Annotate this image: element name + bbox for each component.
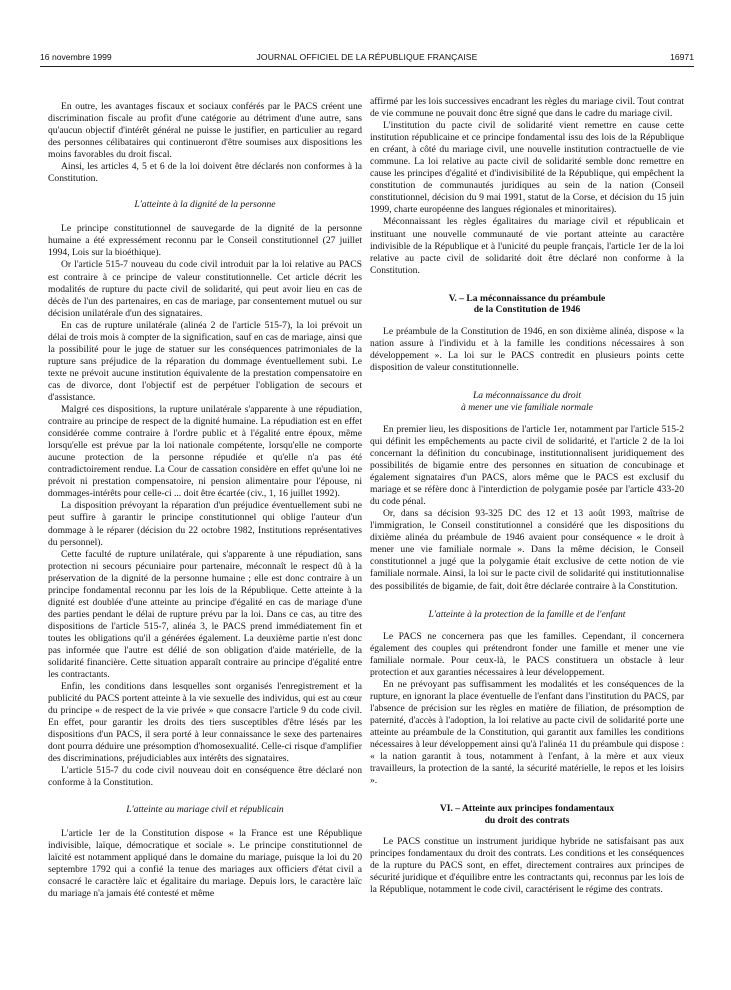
paragraph: Or, dans sa décision 93-325 DC des 12 et 13 août 1993, maîtrise de l'immigration, le Conseil constitutionnel a considéré que les dispositions du dixième alinéa du préambule de 1946 avaient pour conséquence « le droit à mener une vie familiale normale ». Dans la même décision, le Conseil constitutionnel a jugé que la polygamie était exclusive de cette notion de vie familiale normale. Ainsi, la loi sur le pacte civil de solidarité qui institutionnalise des possibilités de bigamie, de fait, doit être déclarée contraire à la Constitution. xyxy=(370,508,684,592)
heading-line: de la Constitution de 1946 xyxy=(473,304,581,316)
paragraph: En ne prévoyant pas suffisamment les modalités et les conséquences de la rupture, en ignorant la place éventuelle de l'enfant dans l'institution du PACS, par l'absence de précision sur les règles en matière de filiation, de présomption de paternité, d'accès à l'adoption, la loi relative au pacte civil de solidarité porte une atteinte au préambule de la Constitution, qui garantit aux familles les conditions nécessaires à leur développement ainsi qu'à l'alinéa 11 du préambule qui dispose : « la nation garantit à tous, notamment à l'enfant, à la mère et aux vieux travailleurs, la protection de la santé, la sécurité matérielle, le repos et les loisirs ». xyxy=(370,678,684,787)
paragraph: Méconnaissant les règles égalitaires du mariage civil et républicain et instituant une nouvelle communauté de vie portant atteinte au caractère indivisible de la République et à l'unicité du peuple français, l'article 1er de la loi relative au pacte civil de solidarité doit être déclaré non conforme à la Constitution. xyxy=(370,216,684,276)
paragraph: L'institution du pacte civil de solidarité vient remettre en cause cette institution républicaine et ce principe fondamental issu des lois de la République en créant, à côté du mariage civil, une nouvelle institution contractuelle de vie commune. La loi relative au pacte civil de solidarité semble donc remettre en cause les principes d'égalité et d'indivisibilité de la République, qui empêchent la constitution de communautés juridiques au sein de la nation (Conseil constitutionnel, décision du 9 mai 1991, statut de la Corse, et décision du 15 juin 1999, charte européenne des langues régionales et minoritaires). xyxy=(370,120,684,216)
paragraph: Or l'article 515-7 nouveau du code civil introduit par la loi relative au PACS est contraire à ce principe de valeur constitutionnelle. Cet article décrit les modalités de rupture du pacte civil de solidarité, qui peut avoir lieu en cas de décès de l'un des partenaires, en cas de mariage, par consentement mutuel ou sur décision unilatérale d'un des signataires. xyxy=(48,259,362,319)
paragraph: Enfin, les conditions dans lesquelles sont organisés l'enregistrement et la publicité du PACS portent atteinte à la vie sexuelle des individus, qui est au cœur du principe « de respect de la vie privée » que consacre l'article 9 du code civil. En effet, pour garantir les droits des tiers susceptibles d'être lésés par les dispositions d'un PACS, il sera porté à leur connaissance le sexe des partenaires dont pourra déduire une présomption d'homosexualité. Celle-ci risque d'amplifier des discriminations, préjudiciables aux intérêts des signataires. xyxy=(48,681,362,765)
header-rule xyxy=(40,66,694,67)
journal-title: JOURNAL OFFICIEL DE LA RÉPUBLIQUE FRANÇAISE xyxy=(256,52,478,62)
left-column xyxy=(48,101,362,900)
paragraph: Ainsi, les articles 4, 5 et 6 de la loi doivent être déclarés non conformes à la Constitution. xyxy=(48,161,362,185)
paragraph: En cas de rupture unilatérale (alinéa 2 de l'article 515-7), la loi prévoit un délai de trois mois à compter de la signification, sauf en cas de mariage, ainsi que la possibilité pour le juge de statuer sur les conséquences patrimoniales de la rupture sans préjudice de la réparation du dommage éventuellement subi. Le texte ne prévoit aucune institution équivalente de la prestation compensatoire en cas de divorce, dont l'objectif est de perpétuer l'obligation de secours et d'assistance. xyxy=(48,319,362,403)
paragraph: La disposition prévoyant la réparation d'un préjudice éventuellement subi ne peut suffire à garantir le principe constitutionnel qui oblige l'auteur d'un dommage à le réparer (décision du 22 octobre 1982, Institutions représentatives du personnel). xyxy=(48,500,362,548)
page-number: 16971 xyxy=(670,52,694,62)
paragraph: En outre, les avantages fiscaux et sociaux conférés par le PACS créent une discrimination fiscale au profit d'une catégorie au détriment d'une autre, sans qu'aucun objectif d'intérêt général ne puisse le justifier, en particulier au regard des personnes célibataires qui continueront d'être soumises aux dispositions les moins favorables du droit fiscal. xyxy=(48,101,362,161)
subsection-heading: L'atteinte à la protection de la famille et de l'enfant xyxy=(428,608,626,620)
heading-line: du droit des contrats xyxy=(484,814,570,826)
paragraph: Le préambule de la Constitution de 1946, en son dixième alinéa, dispose « la nation assure à l'individu et à la famille les conditions nécessaires à son développement ». La loi sur le PACS contredit en plusieurs points cette disposition de valeur constitutionnelle. xyxy=(370,325,684,373)
paragraph: Malgré ces dispositions, la rupture unilatérale s'apparente à une répudiation, contraire au principe de respect de la dignité humaine. La répudiation est en effet considérée comme contraire à l'ordre public et à l'égalité entre époux, même lorsqu'elle est prévue par la loi nationale compétente, lorsqu'elle ne comporte aucune protection de la personne répudiée et qu'elle n'a pas été contradictoirement rendue. La Cour de cassation considère en effet qu'une loi ne prévoit ni prestation compensatoire, ni pension alimentaire pour l'épouse, ni dommages-intérêts pour celle-ci ... doit être écartée (civ., 1, 16 juillet 1992). xyxy=(48,404,362,500)
heading-line: VI. – Atteinte aux principes fondamentaux xyxy=(439,803,615,815)
right-column xyxy=(370,96,684,896)
paragraph: affirmé par les lois successives encadrant les règles du mariage civil. Tout contrat de vie commune ne pouvait donc être signé que dans le cadre du mariage civil. xyxy=(370,96,684,120)
section-heading: L'atteinte à la dignité de la personne xyxy=(134,199,276,211)
heading-line: V. – La méconnaissance du préambule xyxy=(448,292,606,304)
heading-line: La méconnaissance du droit xyxy=(472,389,582,401)
subsection-heading xyxy=(370,390,684,414)
heading-line: à mener une vie familiale normale xyxy=(461,401,593,413)
paragraph: Le PACS ne concernera pas que les familles. Cependant, il concernera également des couples qui prétendront fonder une famille et mener une vie familiale normale. Pour ceux-là, le PACS constituera un obstacle à leur protection et aux garanties nécessaires à leur développement. xyxy=(370,630,684,678)
paragraph: Cette faculté de rupture unilatérale, qui s'apparente à une répudiation, sans protection ni secours pécuniaire pour partenaire, méconnaît le respect dû à la préservation de la dignité de la personne humaine ; elle est donc contraire à un principe fondamental reconnu par les lois de la République. Cette atteinte à la dignité est doublée d'une atteinte au principe d'égalité en cas de mariage d'une des parties pendant le délai de rupture prévu par la loi. Dans ce cas, au titre des dispositions de l'article 515-7, alinéa 3, le PACS prend immédiatement fin et toutes les obligations qu'il a générées également. La deuxième partie n'est donc pas informée que l'autre est délié de son obligation d'aide matérielle, de la solidarité financière. Cette situation apparaît contraire au principe d'égalité entre les contractants. xyxy=(48,548,362,681)
publication-date: 16 novembre 1999 xyxy=(40,52,112,62)
paragraph: L'article 1er de la Constitution dispose « la France est une République indivisible, laïque, démocratique et sociale ». Le principe constitutionnel de laïcité est notamment appliqué dans le domaine du mariage, puisque la loi du 20 septembre 1792 qui a confié la tenue des mariages aux officiers d'état civil a consacré le caractère laïc et égalitaire du mariage. Depuis lors, le caractère laïc du mariage n'a jamais été contesté et même xyxy=(48,827,362,899)
paragraph: Le PACS constitue un instrument juridique hybride ne satisfaisant pas aux principes fondamentaux du droit des contrats. Les conditions et les conséquences de la rupture du PACS sont, en effet, directement contraires aux principes de sécurité juridique et d'équilibre entre les contractants qui, reconnus par les lois de la République, notamment le code civil, caractérisent le régime des contrats. xyxy=(370,836,684,896)
section-heading: L'atteinte au mariage civil et républicain xyxy=(126,803,284,815)
paragraph: L'article 515-7 du code civil nouveau doit en conséquence être déclaré non conforme à la Constitution. xyxy=(48,765,362,789)
section-heading xyxy=(370,293,684,316)
paragraph: Le principe constitutionnel de sauvegarde de la dignité de la personne humaine a été expressément reconnu par le Conseil constitutionnel (27 juillet 1994, Lois sur la bioéthique). xyxy=(48,223,362,259)
section-heading xyxy=(370,803,684,826)
paragraph: En premier lieu, les dispositions de l'article 1er, notamment par l'article 515-2 qui définit les empêchements au pacte civil de solidarité, et l'article 2 de la loi concernant la définition du concubinage, institutionnalisent juridiquement des possibilités de bigamie entre des personnes en situation de concubinage et également signataires d'un PACS, alors même que le PACS est exclusif du mariage et se réfère donc à l'interdiction de polygamie posée par l'article 433-20 du code pénal. xyxy=(370,423,684,508)
